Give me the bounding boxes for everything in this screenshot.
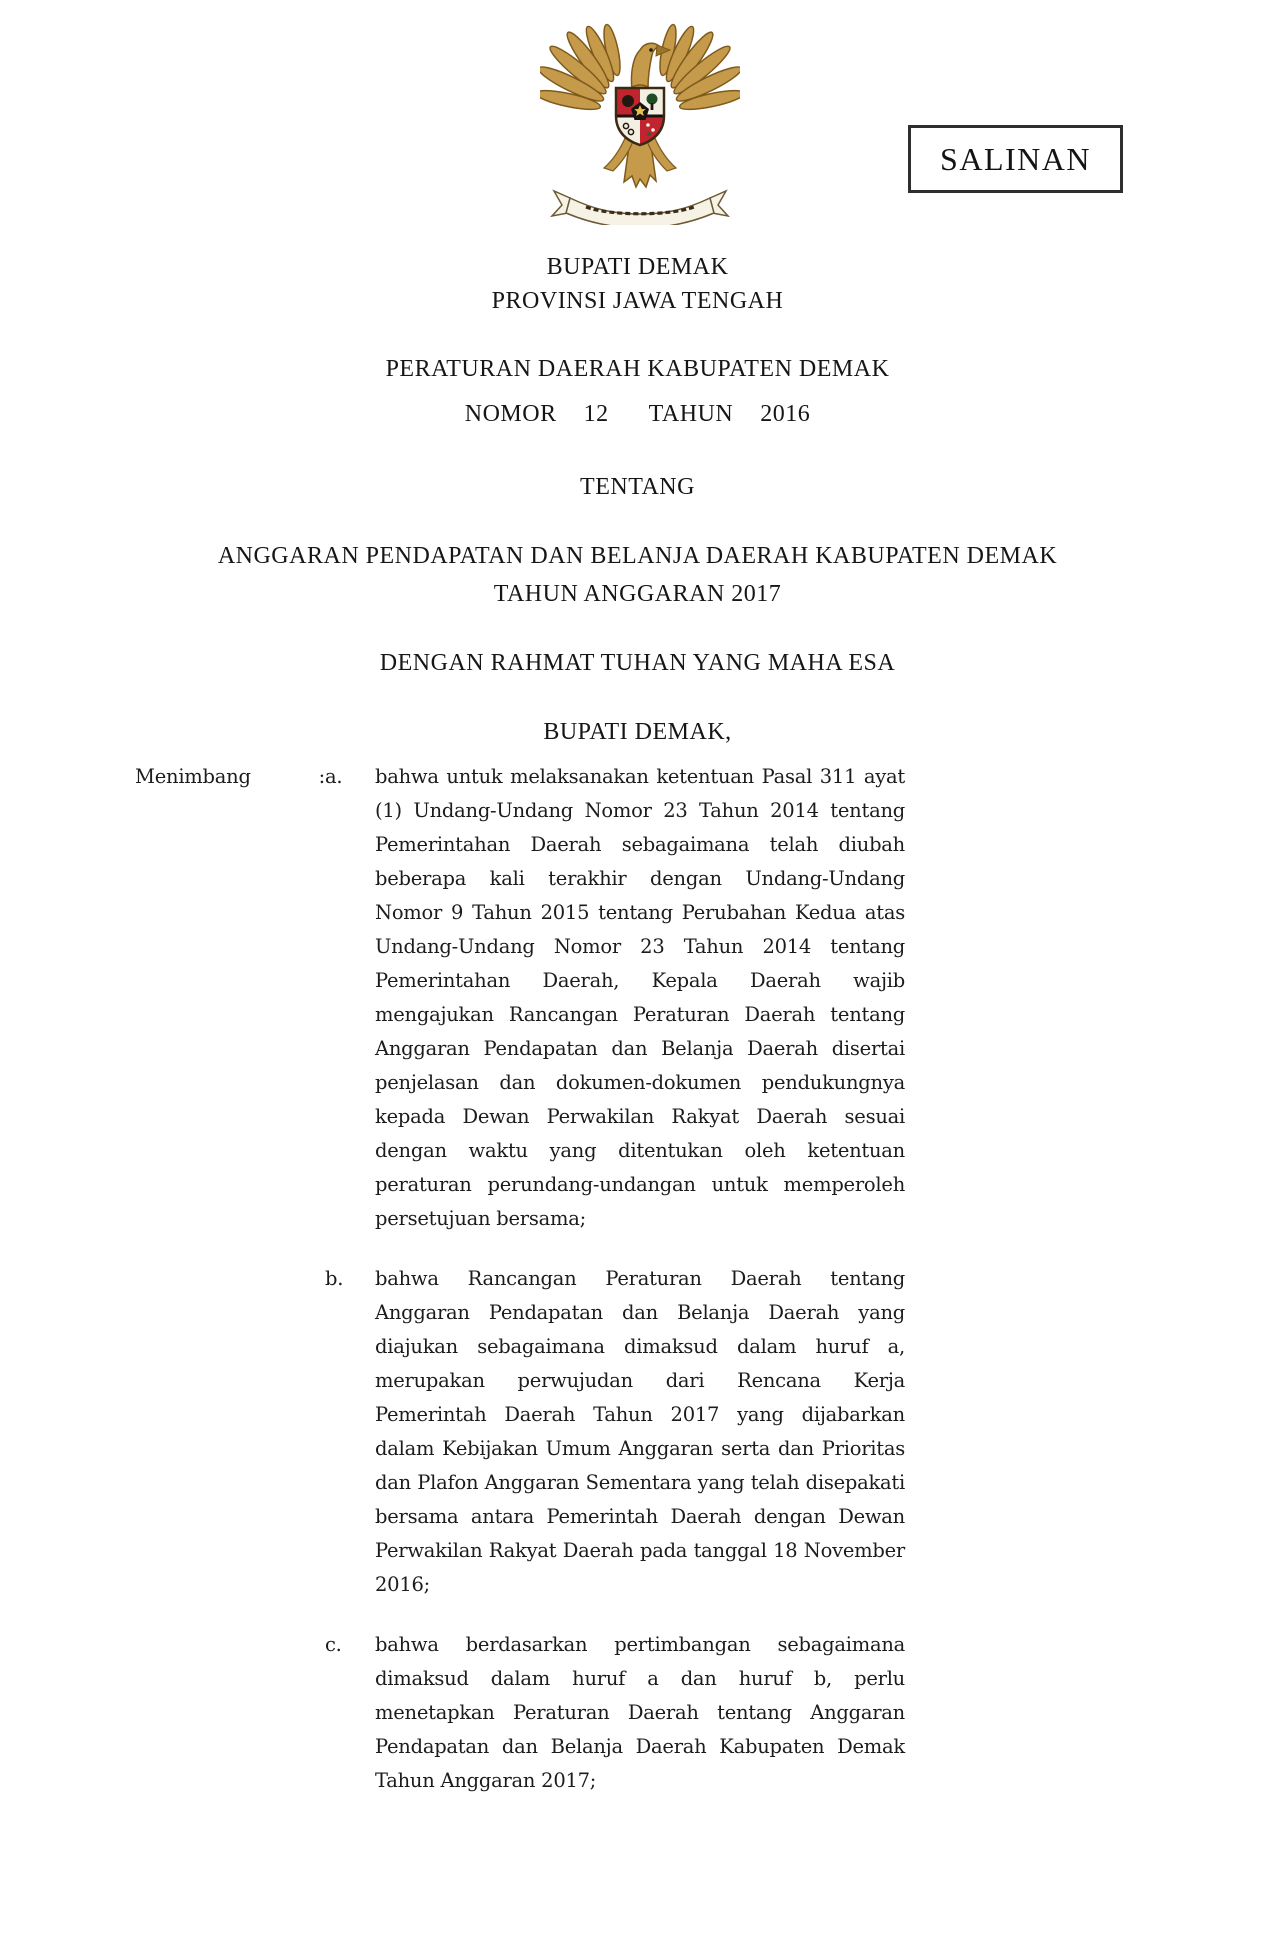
- heading-provinsi-jawa-tengah: PROVINSI JAWA TENGAH: [491, 288, 784, 314]
- item-text-c: bahwa berdasarkan pertimbangan sebagaimana dimaksud dalam huruf a dan huruf b, perlu menetapkan Peraturan Daerah tentang Anggaran Pendapatan dan Belanja Daerah Kabupaten Demak Tahun Anggaran 2017;: [375, 1633, 905, 1792]
- heading-peraturan-daerah: PERATURAN DAERAH KABUPATEN DEMAK: [385, 356, 890, 382]
- emblem-left-wing: [540, 23, 623, 113]
- heading-tentang: TENTANG: [580, 474, 695, 500]
- salinan-stamp-label: SALINAN: [940, 140, 1091, 177]
- consideration-item-c: [135, 1628, 905, 1798]
- salinan-stamp: [908, 125, 1123, 193]
- item-text-a: bahwa untuk melaksanakan ketentuan Pasal 311 ayat (1) Undang-Undang Nomor 23 Tahun 2014 tentang Pemerintahan Daerah sebagaimana telah diubah beberapa kali terakhir dengan Undang-Undang Nomor 9 Tahun 2015 tentang Perubahan Kedua atas Undang-Undang Nomor 23 Tahun 2014 tentang Pemerintahan Daerah, Kepala Daerah wajib mengajukan Rancangan Peraturan Daerah tentang Anggaran Pendapatan dan Belanja Daerah disertai penjelasan dan dokumen-dokumen pendukungnya kepada Dewan Perwakilan Rakyat Daerah sesuai dengan waktu yang ditentukan oleh ketentuan peraturan perundang-undangan untuk memperoleh persetujuan bersama;: [375, 765, 905, 1230]
- menimbang-colon: :: [318, 765, 325, 788]
- emblem-shield: [616, 88, 664, 146]
- emblem-right-wing: [657, 23, 740, 113]
- menimbang-section: [135, 760, 905, 1824]
- emblem-eye: [649, 48, 653, 52]
- menimbang-label: Menimbang: [135, 765, 251, 788]
- heading-bupati-demak-comma: BUPATI DEMAK,: [543, 719, 732, 745]
- heading-dengan-rahmat: DENGAN RAHMAT TUHAN YANG MAHA ESA: [379, 650, 896, 676]
- item-marker-a: a.: [325, 765, 343, 788]
- item-text-b: bahwa Rancangan Peraturan Daerah tentang Anggaran Pendapatan dan Belanja Daerah yang diajukan sebagaimana dimaksud dalam huruf a, merupakan perwujudan dari Rencana Kerja Pemerintah Daerah Tahun 2017 yang dijabarkan dalam Kebijakan Umum Anggaran serta dan Prioritas dan Plafon Anggaran Sementara yang telah disepakati bersama antara Pemerintah Daerah dengan Dewan Perwakilan Rakyat Daerah pada tanggal 18 November 2016;: [375, 1267, 905, 1596]
- item-marker-c: c.: [325, 1633, 342, 1656]
- garuda-pancasila-emblem: [540, 10, 740, 225]
- heading-bupati-demak: BUPATI DEMAK: [546, 254, 729, 280]
- item-marker-b: b.: [325, 1267, 344, 1290]
- emblem-head: [631, 43, 659, 90]
- consideration-item-a: [135, 760, 905, 1236]
- heading-anggaran-apbd: ANGGARAN PENDAPATAN DAN BELANJA DAERAH KABUPATEN DEMAK: [217, 543, 1058, 569]
- emblem-ribbon: [552, 191, 728, 225]
- consideration-item-b: [135, 1262, 905, 1602]
- heading-nomor-tahun: NOMOR 12 TAHUN 2016: [464, 401, 811, 427]
- heading-tahun-anggaran: TAHUN ANGGARAN 2017: [493, 581, 782, 607]
- menimbang-label-cell: [135, 760, 325, 794]
